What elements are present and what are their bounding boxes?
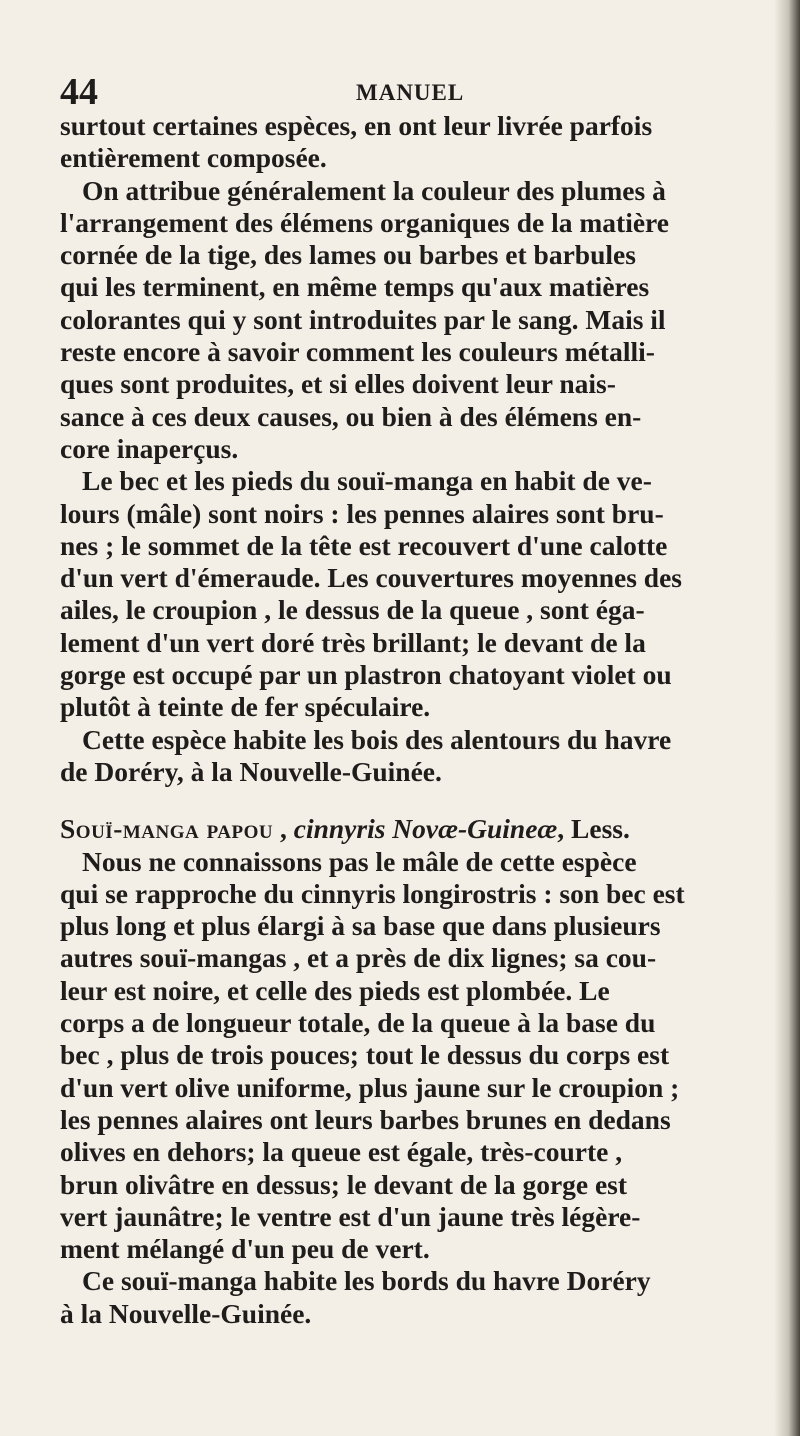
text-line: bec , plus de trois pouces; tout le dessus du corps est bbox=[60, 1039, 670, 1071]
text-line: leur est noire, et celle des pieds est plombée. Le bbox=[60, 974, 610, 1006]
text-line: corps a de longueur totale, de la queue à la base du bbox=[60, 1007, 656, 1039]
species-separator: , bbox=[273, 813, 294, 845]
text-line: reste encore à savoir comment les couleurs métalli- bbox=[60, 336, 655, 368]
text-line: d'un vert d'émeraude. Les couvertures moyennes des bbox=[60, 562, 683, 594]
text-line: les pennes alaires ont leurs barbes brunes en dedans bbox=[60, 1103, 671, 1135]
text-line: lement d'un vert doré très brillant; le devant de la bbox=[60, 626, 646, 658]
text-line: nes ; le sommet de la tête est recouvert d'une calotte bbox=[60, 529, 668, 561]
paragraph-5 bbox=[60, 846, 786, 1266]
body-text bbox=[60, 110, 786, 1330]
running-title: MANUEL bbox=[356, 80, 465, 105]
species-latin-name: cinnyris Novæ-Guineæ bbox=[293, 813, 558, 845]
species-author: , Less. bbox=[557, 813, 630, 845]
text-line: olives en dehors; la queue est égale, très-courte , bbox=[60, 1136, 623, 1168]
text-line: plutôt à teinte de fer spéculaire. bbox=[60, 691, 431, 723]
paragraph-6 bbox=[60, 1265, 786, 1330]
text-line: vert jaunâtre; le ventre est d'un jaune très légère- bbox=[60, 1200, 641, 1232]
page-header bbox=[60, 70, 760, 114]
text-line: autres souï-mangas , et a près de dix lignes; sa cou- bbox=[60, 942, 657, 974]
text-line: Nous ne connaissons pas le mâle de cette espèce bbox=[82, 845, 637, 877]
text-line: core inaperçus. bbox=[60, 432, 239, 464]
species-heading bbox=[60, 813, 786, 845]
paragraph-3 bbox=[60, 465, 786, 723]
text-line: Le bec et les pieds du souï-manga en habit de ve- bbox=[82, 465, 652, 497]
text-line: qui se rapproche du cinnyris longirostris : son bec est bbox=[60, 877, 685, 909]
text-line: à la Nouvelle-Guinée. bbox=[60, 1297, 312, 1329]
text-line: On attribue généralement la couleur des plumes à bbox=[82, 174, 666, 206]
text-line: Cette espèce habite les bois des alentours du havre bbox=[82, 723, 672, 755]
text-line: surtout certaines espèces, en ont leur livrée parfois bbox=[60, 110, 653, 141]
page-number: 44 bbox=[60, 71, 98, 113]
text-line: ment mélangé d'un peu de vert. bbox=[60, 1233, 430, 1265]
text-line: ques sont produites, et si elles doivent leur nais- bbox=[60, 368, 616, 400]
text-line: de Doréry, à la Nouvelle-Guinée. bbox=[60, 755, 442, 787]
text-line: qui les terminent, en même temps qu'aux matières bbox=[60, 271, 650, 303]
text-line: Ce souï-manga habite les bords du havre Doréry bbox=[82, 1265, 651, 1297]
text-line: gorge est occupé par un plastron chatoyant violet ou bbox=[60, 659, 672, 691]
text-line: plus long et plus élargi à sa base que dans plusieurs bbox=[60, 910, 661, 942]
text-line: cornée de la tige, des lames ou barbes et barbules bbox=[60, 239, 636, 271]
text-line: d'un vert olive uniforme, plus jaune sur le croupion ; bbox=[60, 1071, 680, 1103]
text-line: l'arrangement des élémens organiques de la matière bbox=[60, 206, 669, 238]
text-line: colorantes qui y sont introduites par le sang. Mais il bbox=[60, 303, 666, 335]
text-line: ailes, le croupion , le dessus de la queue , sont éga- bbox=[60, 594, 645, 626]
text-line: entièrement composée. bbox=[60, 142, 327, 174]
page-edge-shadow bbox=[774, 0, 800, 1436]
species-name: Souï-manga papou bbox=[60, 813, 274, 845]
text-line: sance à ces deux causes, ou bien à des élémens en- bbox=[60, 400, 642, 432]
paragraph-4 bbox=[60, 724, 786, 789]
text-line: brun olivâtre en dessus; le devant de la gorge est bbox=[60, 1168, 628, 1200]
paragraph-1 bbox=[60, 110, 786, 175]
paragraph-2 bbox=[60, 175, 786, 466]
text-line: lours (mâle) sont noirs : les pennes alaires sont bru- bbox=[60, 497, 664, 529]
